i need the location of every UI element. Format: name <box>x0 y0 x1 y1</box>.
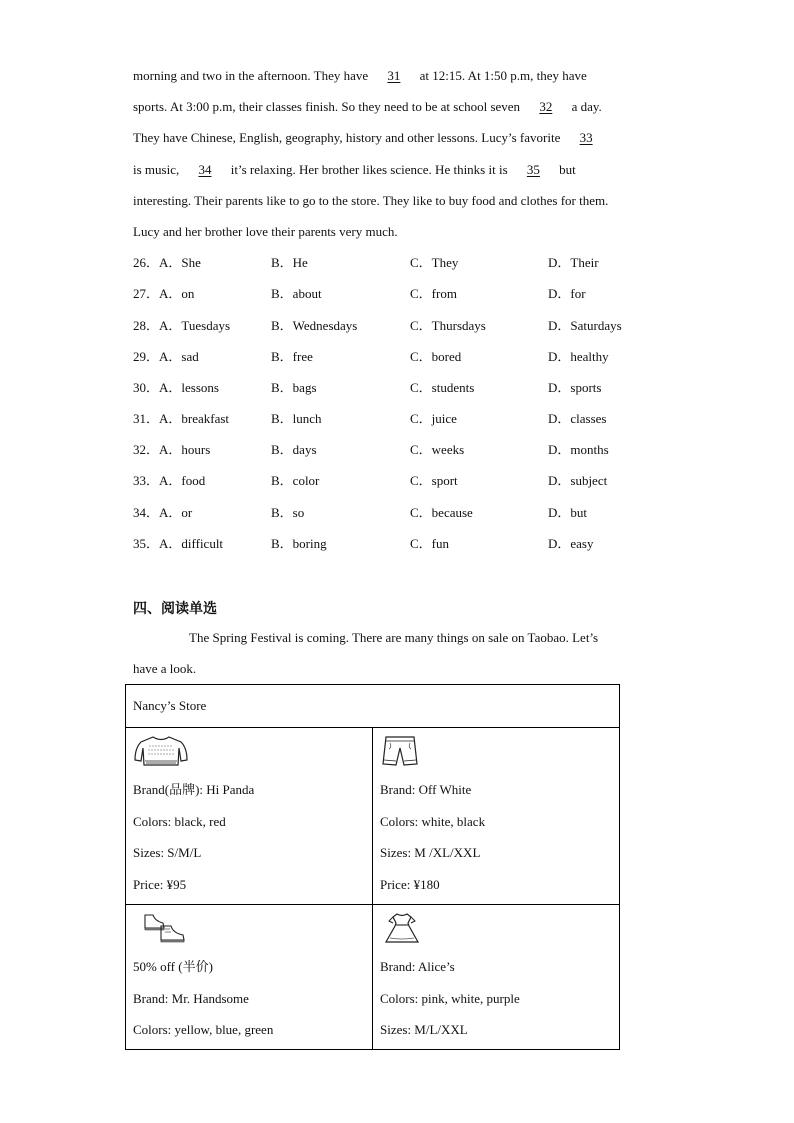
option-label: B．bags <box>271 379 317 395</box>
question-34 <box>133 497 663 528</box>
option-a[interactable] <box>133 434 210 465</box>
option-label: C．Thursdays <box>410 317 486 333</box>
option-a[interactable] <box>133 497 192 528</box>
option-label: B．color <box>271 473 320 489</box>
product-detail: Brand: Off White <box>380 782 472 797</box>
shorts-icon <box>380 728 612 774</box>
product-cell-sneakers <box>126 905 373 1050</box>
option-d[interactable] <box>548 465 607 496</box>
question-27 <box>133 278 663 309</box>
passage-line-2: sports. At 3:00 p.m, their classes finish. So they need to be at school seven 32 a day. <box>133 91 663 122</box>
option-label: A．lessons <box>159 379 219 395</box>
passage <box>133 60 663 559</box>
blank-35[interactable]: 35 <box>526 161 540 177</box>
question-35 <box>133 528 663 559</box>
option-c[interactable] <box>410 278 457 309</box>
question-31 <box>133 403 663 434</box>
option-c[interactable] <box>410 403 457 434</box>
product-cell-sweater <box>126 728 373 905</box>
section-title: 四、阅读单选 <box>133 601 217 617</box>
passage-line-4: is music, 34 it’s relaxing. Her brother likes science. He thinks it is 35 but <box>133 154 663 185</box>
product-detail: Colors: yellow, blue, green <box>133 1022 274 1037</box>
option-d[interactable] <box>548 528 594 559</box>
product-detail: Colors: black, red <box>133 813 226 829</box>
option-a[interactable] <box>133 341 199 372</box>
product-detail: Colors: pink, white, purple <box>380 990 520 1006</box>
option-label: C．weeks <box>410 442 465 458</box>
option-d[interactable] <box>548 403 607 434</box>
option-c[interactable] <box>410 341 461 372</box>
option-b[interactable] <box>271 310 357 341</box>
option-b[interactable] <box>271 497 304 528</box>
question-29 <box>133 341 663 372</box>
product-detail: Price: ¥180 <box>380 876 440 892</box>
option-label: C．fun <box>410 535 450 551</box>
option-label: A．breakfast <box>159 411 230 427</box>
option-label: D．for <box>548 286 586 302</box>
option-label: A．hours <box>159 442 211 458</box>
option-a[interactable] <box>133 247 201 278</box>
product-detail: Colors: white, black <box>380 813 486 829</box>
option-d[interactable] <box>548 434 609 465</box>
option-label: A．or <box>159 504 193 520</box>
option-label: D．Saturdays <box>548 317 622 333</box>
option-a[interactable] <box>133 278 194 309</box>
product-cell-dress <box>373 905 620 1050</box>
option-label: B．days <box>271 442 317 458</box>
option-c[interactable] <box>410 465 458 496</box>
option-label: C．sport <box>410 473 458 489</box>
option-label: D．months <box>548 442 609 458</box>
sweater-icon <box>133 728 365 774</box>
option-label: D．healthy <box>548 348 609 364</box>
option-label: B．about <box>271 286 322 302</box>
option-d[interactable] <box>548 497 587 528</box>
option-b[interactable] <box>271 403 322 434</box>
passage-line-3: They have Chinese, English, geography, history and other lessons. Lucy’s favorite 33 <box>133 122 663 153</box>
product-detail: Price: ¥95 <box>133 876 187 892</box>
question-number: 31． <box>133 411 160 427</box>
option-c[interactable] <box>410 247 458 278</box>
blank-31[interactable]: 31 <box>387 68 401 83</box>
question-32 <box>133 434 663 465</box>
option-d[interactable] <box>548 310 622 341</box>
option-label: D．sports <box>548 379 602 395</box>
product-detail: 50% off (半价) <box>133 959 213 974</box>
option-a[interactable] <box>133 465 205 496</box>
section-intro <box>133 622 653 684</box>
option-label: C．juice <box>410 411 457 427</box>
store-name: Nancy’s Store <box>126 685 620 728</box>
option-label: A．difficult <box>159 535 224 551</box>
option-label: D．Their <box>548 255 599 271</box>
option-c[interactable] <box>410 528 449 559</box>
option-label: D．subject <box>548 473 608 489</box>
option-a[interactable] <box>133 403 229 434</box>
option-a[interactable] <box>133 310 230 341</box>
question-number: 33． <box>133 473 160 489</box>
option-label: C．students <box>410 379 475 395</box>
option-a[interactable] <box>133 528 223 559</box>
question-number: 28． <box>133 317 160 333</box>
question-28 <box>133 310 663 341</box>
option-b[interactable] <box>271 341 313 372</box>
intro-line-1: The Spring Festival is coming. There are many things on sale on Taobao. Let’s <box>189 630 599 645</box>
question-26 <box>133 247 663 278</box>
blank-32[interactable]: 32 <box>539 99 553 115</box>
option-b[interactable] <box>271 434 317 465</box>
option-label: B．boring <box>271 535 327 551</box>
option-c[interactable] <box>410 497 473 528</box>
option-label: C．They <box>410 255 459 271</box>
option-label: C．bored <box>410 348 462 364</box>
option-label: A．food <box>159 473 206 489</box>
option-label: B．lunch <box>271 411 322 427</box>
intro-line-2: have a look. <box>133 661 197 676</box>
question-30 <box>133 372 663 403</box>
question-number: 35． <box>133 535 160 551</box>
option-b[interactable] <box>271 465 319 496</box>
dress-icon <box>380 905 612 951</box>
option-label: B．He <box>271 255 308 271</box>
option-label: A．on <box>159 286 195 302</box>
product-detail: Brand: Alice’s <box>380 959 455 974</box>
passage-line-6: Lucy and her brother love their parents very much. <box>133 223 398 239</box>
question-list <box>133 247 663 559</box>
option-d[interactable] <box>548 278 586 309</box>
sneakers-icon <box>133 905 365 951</box>
option-d[interactable] <box>548 372 601 403</box>
store-table <box>125 684 620 1050</box>
question-number: 34． <box>133 504 160 520</box>
option-label: D．easy <box>548 535 594 551</box>
option-label: D．classes <box>548 411 607 427</box>
question-number: 30． <box>133 379 160 395</box>
option-c[interactable] <box>410 434 464 465</box>
option-c[interactable] <box>410 372 474 403</box>
passage-line-1: morning and two in the afternoon. They have 31 at 12:15. At 1:50 p.m, they have <box>133 60 663 91</box>
option-b[interactable] <box>271 528 327 559</box>
question-number: 27． <box>133 286 160 302</box>
option-label: A．sad <box>159 348 199 364</box>
question-number: 26． <box>133 255 160 271</box>
option-label: A．She <box>159 255 201 271</box>
option-c[interactable] <box>410 310 486 341</box>
question-number: 29． <box>133 348 160 364</box>
blank-33[interactable]: 33 <box>579 130 593 146</box>
product-detail: Sizes: M/L/XXL <box>380 1022 468 1037</box>
product-detail: Sizes: M /XL/XXL <box>380 845 481 860</box>
option-label: B．so <box>271 504 305 520</box>
product-cell-shorts <box>373 728 620 905</box>
option-b[interactable] <box>271 372 317 403</box>
product-detail: Brand(品牌): Hi Panda <box>133 782 255 797</box>
option-a[interactable] <box>133 372 219 403</box>
product-detail: Sizes: S/M/L <box>133 845 202 860</box>
question-number: 32． <box>133 442 160 458</box>
option-d[interactable] <box>548 247 599 278</box>
option-label: C．because <box>410 504 473 520</box>
option-label: B．free <box>271 348 313 364</box>
option-d[interactable] <box>548 341 609 372</box>
passage-line-5: interesting. Their parents like to go to the store. They like to buy food and clothes for them. <box>133 192 609 208</box>
option-b[interactable] <box>271 278 322 309</box>
product-detail: Brand: Mr. Handsome <box>133 990 249 1006</box>
option-label: D．but <box>548 504 588 520</box>
option-label: A．Tuesdays <box>159 317 231 333</box>
option-label: B．Wednesdays <box>271 317 358 333</box>
blank-34[interactable]: 34 <box>198 161 212 177</box>
question-33 <box>133 465 663 496</box>
option-b[interactable] <box>271 247 308 278</box>
option-label: C．from <box>410 286 457 302</box>
